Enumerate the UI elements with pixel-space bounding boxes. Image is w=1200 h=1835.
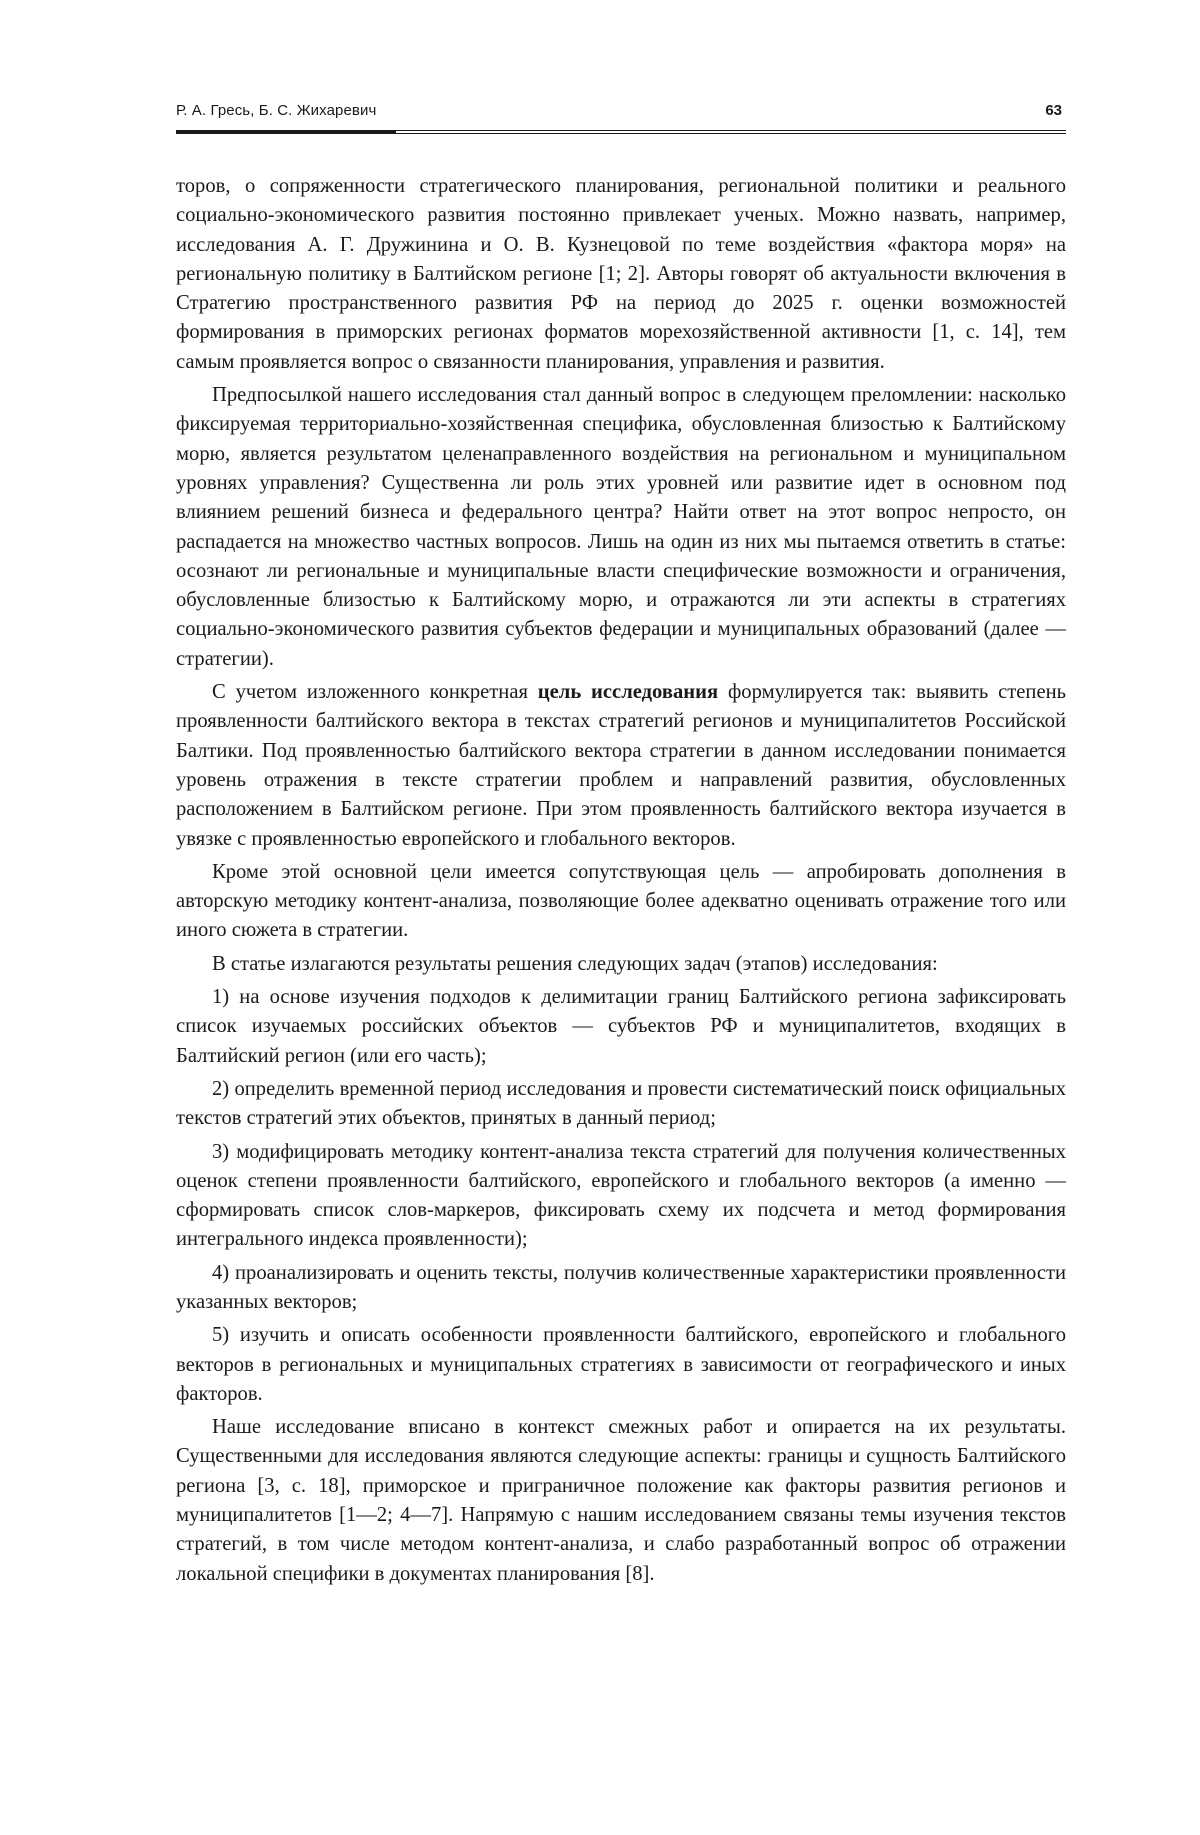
goal-emphasis: цель исследования: [537, 681, 719, 704]
goal-text-after: формулируется так: выявить степень проявленности балтийского вектора в текстах стратегий регионов и муниципалитетов Российской Балтики. Под проявленностью балтийского вектора стратегии в данном исследовании понимается уровень отражения в тексте стратегии проблем и направлений развития, обусловленных расположением в Балтийском регионе. При этом проявленность балтийского вектора изучается в увязке с проявленностью европейского и глобального векторов.: [176, 681, 1066, 850]
task-item-3: 3) модифицировать методику контент-анализа текста стратегий для получения количественных оценок степени проявленности балтийского, европейского и глобального векторов (а именно — сформировать список слов-маркеров, фиксировать схему их подсчета и метод формирования интегрального индекса проявленности);: [176, 1140, 1066, 1251]
paragraph-continuation: торов, о сопряженности стратегического планирования, региональной политики и реального социально-экономического развития постоянно привлекает ученых. Можно назвать, например, исследования А. Г. Дружинина и О. В. Кузнецовой по теме воздействия «фактора моря» на региональную политику в Балтийском регионе [1; 2]. Авторы говорят об актуальности включения в Стратегию пространственного развития РФ на период до 2025 г. оценки возможностей формирования в приморских регионах форматов морехозяйственной активности [1, с. 14], тем самым проявляется вопрос о связанности планирования, управления и развития.: [176, 175, 1066, 373]
task-item-5: 5) изучить и описать особенности проявленности балтийского, европейского и глобального векторов в региональных и муниципальных стратегиях в зависимости от географического и иных факторов.: [176, 1324, 1066, 1405]
paragraph-research-goal: [176, 678, 1066, 854]
running-header: [176, 100, 1066, 124]
running-header-authors: Р. А. Гресь, Б. С. Жихаревич: [176, 102, 377, 119]
paragraph-research-premise: Предпосылкой нашего исследования стал данный вопрос в следующем преломлении: насколько фиксируемая территориально-хозяйственная специфика, обусловленная близостью к Балтийскому морю, является результатом целенаправленного воздействия на региональном и муниципальном уровнях управления? Существенна ли роль этих уровней или развитие идет в основном под влиянием решений бизнеса и федерального центра? Найти ответ на этот вопрос непросто, он распадается на множество частных вопросов. Лишь на один из них мы пытаемся ответить в статье: осознают ли региональные и муниципальные власти специфические возможности и ограничения, обусловленные близостью к Балтийскому морю, и отражаются ли эти аспекты в стратегиях социально-экономического развития субъектов федерации и муниципальных образований (далее — стратегии).: [176, 384, 1066, 670]
header-rule-bottom: [396, 133, 1066, 134]
task-item-1: 1) на основе изучения подходов к делимитации границ Балтийского региона зафиксировать список изучаемых российских объектов — субъектов РФ и муниципалитетов, входящих в Балтийский регион (или его часть);: [176, 986, 1066, 1067]
task-item-2: 2) определить временной период исследования и провести систематический поиск официальных текстов стратегий этих объектов, принятых в данный период;: [176, 1077, 1066, 1130]
task-item-4: 4) проанализировать и оценить тексты, получив количественные характеристики проявленности указанных векторов;: [176, 1261, 1066, 1313]
paragraph-research-context: Наше исследование вписано в контекст смежных работ и опирается на их результаты. Существенными для исследования являются следующие аспекты: границы и сущность Балтийского региона [3, с. 18], приморское и приграничное положение как факторы развития регионов и муниципалитетов [1—2; 4—7]. Напрямую с нашим исследованием связаны темы изучения текстов стратегий, в том числе методом контент-анализа, и слабо разработанный вопрос об отражении локальной специфики в документах планирования [8].: [176, 1416, 1066, 1585]
paragraph-secondary-goal: Кроме этой основной цели имеется сопутствующая цель — апробировать дополнения в авторскую методику контент-анализа, позволяющие более адекватно оценивать отражение того или иного сюжета в стратегии.: [176, 860, 1066, 942]
paragraph-tasks-intro: В статье излагаются результаты решения следующих задач (этапов) исследования:: [212, 952, 938, 975]
goal-text-before: С учетом изложенного конкретная: [212, 681, 538, 704]
page-number: 63: [1045, 102, 1062, 119]
article-body: [176, 172, 1066, 1593]
header-rule-accent: [176, 130, 396, 134]
